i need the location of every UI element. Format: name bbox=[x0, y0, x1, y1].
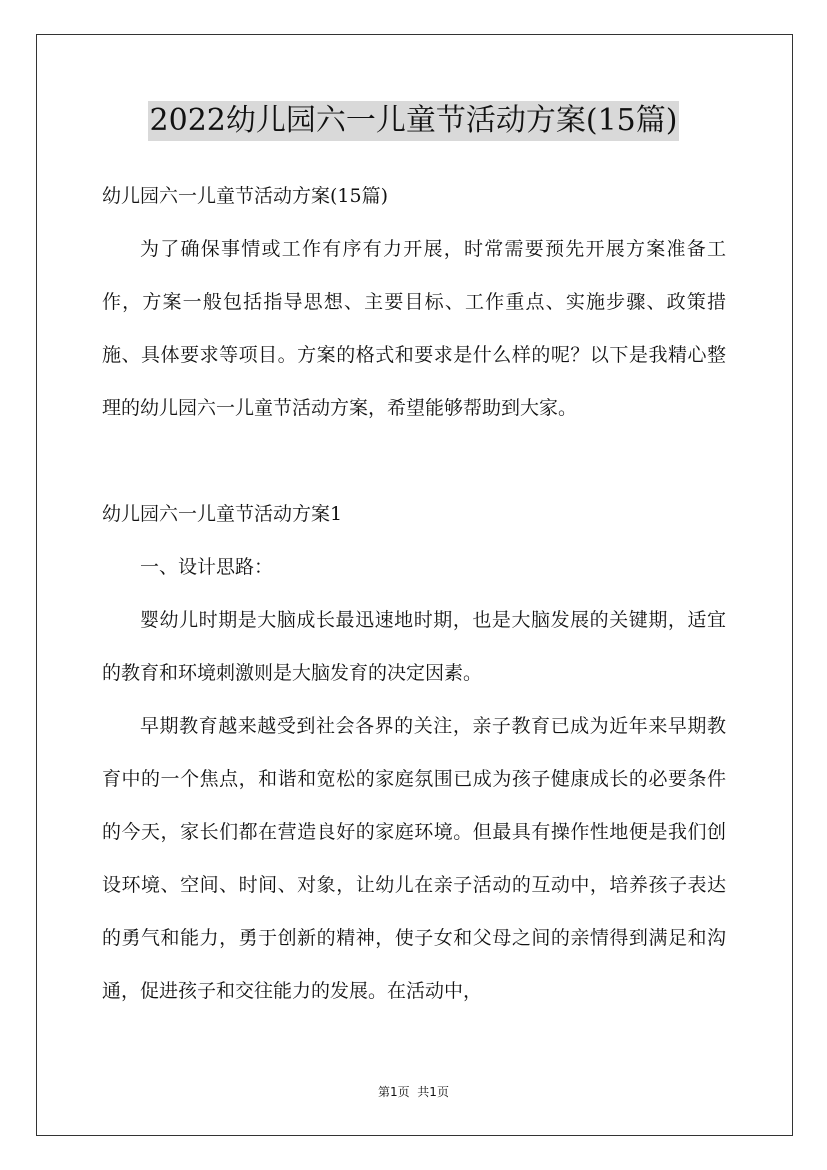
document-body bbox=[102, 170, 726, 1018]
intro-paragraph: 为了确保事情或工作有序有力开展，时常需要预先开展方案准备工作，方案一般包括指导思想、主要目标、工作重点、实施步骤、政策措施、具体要求等项目。方案的格式和要求是什么样的呢？以下是我精心整理的幼儿园六一儿童节活动方案，希望能够帮助到大家。 bbox=[102, 238, 726, 419]
document-subtitle: 幼儿园六一儿童节活动方案(15篇) bbox=[102, 185, 389, 207]
paragraph-spacer bbox=[102, 435, 726, 488]
document-title: 2022幼儿园六一儿童节活动方案(15篇) bbox=[148, 101, 680, 141]
body-paragraph-1: 婴幼儿时期是大脑成长最迅速地时期，也是大脑发展的关键期，适宜的教育和环境刺激则是大脑发育的决定因素。 bbox=[102, 609, 726, 684]
title-container bbox=[0, 101, 827, 141]
body-paragraph-2: 早期教育越来越受到社会各界的关注，亲子教育已成为近年来早期教育中的一个焦点，和谐和宽松的家庭氛围已成为孩子健康成长的必要条件的今天，家长们都在营造良好的家庭环境。但最具有操作性地便是我们创设环境、空间、时间、对象，让幼儿在亲子活动的互动中，培养孩子表达的勇气和能力，勇于创新的精神，使子女和父母之间的亲情得到满足和沟通，促进孩子和交往能力的发展。在活动中， bbox=[102, 715, 726, 1002]
section-heading: 幼儿园六一儿童节活动方案1 bbox=[102, 503, 343, 525]
page-footer: 第1页 共1页 bbox=[378, 1085, 449, 1099]
sub-heading: 一、设计思路： bbox=[140, 556, 274, 578]
